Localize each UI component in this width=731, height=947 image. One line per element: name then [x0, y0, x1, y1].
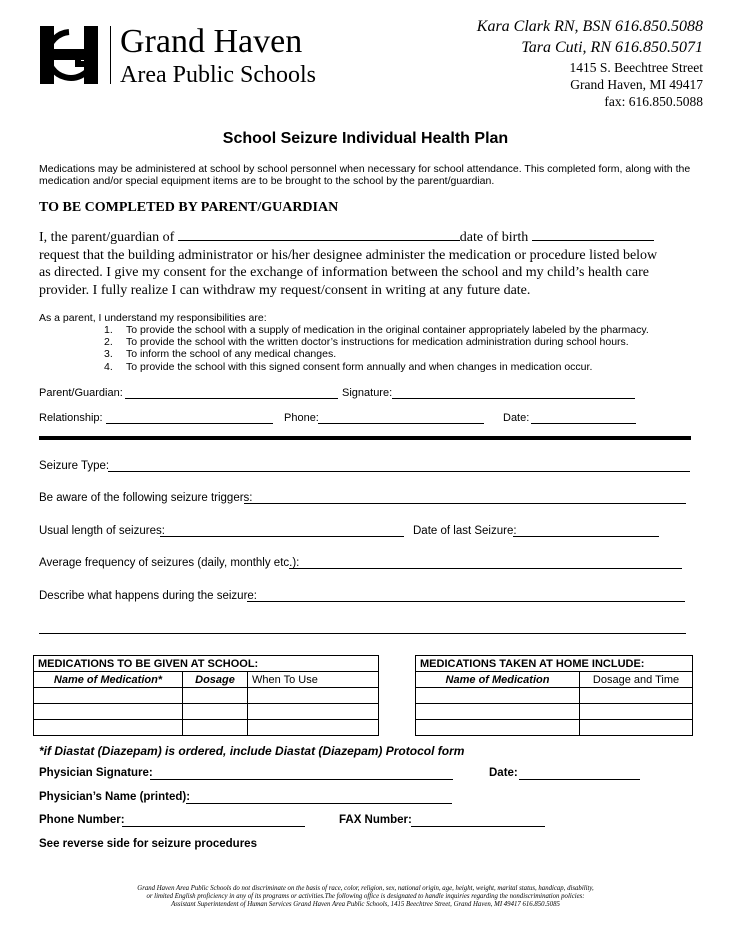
home-medications-caption: MEDICATIONS TAKEN AT HOME INCLUDE: — [416, 656, 693, 672]
table-cell[interactable] — [416, 688, 580, 704]
responsibility-item — [104, 324, 649, 337]
physician-date-field[interactable] — [519, 779, 640, 780]
physician-name-field[interactable] — [186, 803, 452, 804]
seizure-length-field[interactable] — [160, 536, 404, 537]
consent-line-1-b: date of birth — [459, 230, 529, 245]
table-cell[interactable] — [183, 704, 248, 720]
table-cell[interactable] — [34, 704, 183, 720]
col-name-of-medication: Name of Medication* — [34, 672, 183, 688]
seizure-type-field[interactable] — [108, 471, 690, 472]
seizure-describe-field[interactable] — [247, 601, 685, 602]
physician-date-label: Date: — [489, 767, 518, 779]
footer-line: Assistant Superintendent of Human Services Grand Haven Area Public Schools, 1415 Beechtree Street, Grand Haven, MI 49417 616.850.5085 — [171, 901, 560, 908]
col-when-to-use: When To Use — [248, 672, 379, 688]
col-dosage: Dosage — [183, 672, 248, 688]
responsibility-item — [104, 348, 336, 361]
contact-fax: fax: 616.850.5088 — [604, 94, 703, 109]
table-cell[interactable] — [580, 720, 693, 736]
table-row — [34, 720, 379, 736]
table-row — [416, 720, 693, 736]
table-cell[interactable] — [580, 688, 693, 704]
contact-nurse-1: Kara Clark RN, BSN 616.850.5088 — [476, 18, 703, 35]
diastat-note: *if Diastat (Diazepam) is ordered, include Diastat (Diazepam) Protocol form — [39, 744, 465, 758]
contact-nurse-2: Tara Cuti, RN 616.850.5071 — [521, 39, 703, 56]
reverse-side-note: See reverse side for seizure procedures — [39, 838, 257, 850]
home-medications-table — [415, 655, 693, 736]
footer-line: or limited English proficiency in any of its programs or activities.The following office is designated to handle inquiries regarding the nondiscrimination policies: — [146, 893, 585, 900]
intro-text: Medications may be administered at school by school personnel when necessary for school attendance. This completed form, along with the medication and/or special equipment items are to be brought to the school by the parent/guardian. — [39, 163, 691, 187]
responsibility-item — [104, 336, 629, 349]
parent-guardian-label: Parent/Guardian: — [39, 387, 123, 399]
section-heading: TO BE COMPLETED BY PARENT/GUARDIAN — [39, 200, 339, 215]
school-medications-table — [33, 655, 379, 736]
physician-phone-label: Phone Number: — [39, 814, 125, 826]
table-row — [416, 704, 693, 720]
consent-line-1-a: I, the parent/guardian of — [39, 230, 175, 245]
responsibility-text: To provide the school with this signed consent form annually and when changes in medication occur. — [126, 361, 593, 373]
district-name: Grand Haven — [120, 23, 303, 60]
signature-label: Signature: — [342, 387, 393, 399]
signature-field[interactable] — [392, 398, 635, 399]
physician-signature-field[interactable] — [150, 779, 453, 780]
school-medications-caption: MEDICATIONS TO BE GIVEN AT SCHOOL: — [34, 656, 379, 672]
seizure-triggers-label: Be aware of the following seizure triggers: — [39, 492, 253, 504]
last-seizure-field[interactable] — [513, 536, 659, 537]
child-name-field[interactable] — [178, 239, 460, 241]
seizure-frequency-label: Average frequency of seizures (daily, monthly etc.): — [39, 557, 300, 569]
date-label: Date: — [503, 412, 530, 424]
table-row — [416, 688, 693, 704]
responsibilities-intro: As a parent, I understand my responsibilities are: — [39, 312, 267, 324]
seizure-length-label: Usual length of seizures: — [39, 525, 165, 537]
responsibility-text: To inform the school of any medical changes. — [126, 348, 337, 360]
responsibility-number: 4. — [104, 361, 113, 373]
parent-guardian-field[interactable] — [125, 398, 338, 399]
phone-field[interactable] — [318, 423, 484, 424]
seizure-describe-label: Describe what happens during the seizure: — [39, 590, 257, 602]
physician-fax-field[interactable] — [411, 826, 545, 827]
table-cell[interactable] — [183, 720, 248, 736]
table-cell[interactable] — [248, 688, 379, 704]
table-cell[interactable] — [248, 720, 379, 736]
phone-label: Phone: — [284, 412, 319, 424]
footer-line: Grand Haven Area Public Schools do not discriminate on the basis of race, color, religion, sex, national origin, age, height, weight, marital status, handicap, disability, — [137, 885, 594, 892]
responsibility-item — [104, 361, 592, 374]
table-cell[interactable] — [183, 688, 248, 704]
table-cell[interactable] — [34, 720, 183, 736]
responsibility-number: 2. — [104, 336, 113, 348]
seizure-triggers-field[interactable] — [244, 503, 686, 504]
page-title: School Seizure Individual Health Plan — [222, 130, 509, 147]
consent-line-3: as directed. I give my consent for the exchange of information between the school and my child’s health care — [39, 265, 649, 280]
contact-city: Grand Haven, MI 49417 — [570, 77, 703, 92]
physician-signature-label: Physician Signature: — [39, 767, 153, 779]
consent-line-1 — [39, 229, 699, 247]
section-divider — [39, 436, 691, 440]
table-cell[interactable] — [416, 720, 580, 736]
date-field[interactable] — [531, 423, 636, 424]
seizure-type-label: Seizure Type: — [39, 460, 110, 472]
responsibility-number: 1. — [104, 324, 113, 336]
col-dosage-and-time: Dosage and Time — [580, 672, 693, 688]
table-cell[interactable] — [248, 704, 379, 720]
consent-line-2: request that the building administrator or his/her designee administer the medication or procedure listed below — [39, 248, 658, 263]
nondiscrimination-footer — [0, 885, 731, 909]
relationship-field[interactable] — [106, 423, 273, 424]
seizure-describe-field-line-2[interactable] — [39, 633, 686, 634]
contact-street: 1415 S. Beechtree Street — [569, 60, 703, 75]
table-row — [34, 704, 379, 720]
seizure-frequency-field[interactable] — [289, 568, 682, 569]
responsibility-number: 3. — [104, 348, 113, 360]
physician-fax-label: FAX Number: — [339, 814, 412, 826]
consent-line-4: provider. I fully realize I can withdraw my request/consent in writing at any future date. — [39, 283, 531, 298]
relationship-label: Relationship: — [39, 412, 103, 424]
gh-logo-icon — [38, 24, 100, 86]
table-cell[interactable] — [416, 704, 580, 720]
last-seizure-label: Date of last Seizure: — [413, 525, 517, 537]
physician-name-label: Physician’s Name (printed): — [39, 791, 191, 803]
logo-divider — [110, 26, 111, 84]
table-cell[interactable] — [580, 704, 693, 720]
responsibility-text: To provide the school with the written doctor’s instructions for medication administration during school hours. — [126, 336, 629, 348]
col-name-of-medication: Name of Medication — [416, 672, 580, 688]
date-of-birth-field[interactable] — [532, 239, 654, 241]
table-row — [34, 688, 379, 704]
district-subtitle: Area Public Schools — [120, 62, 316, 88]
responsibility-text: To provide the school with a supply of medication in the original container appropriately labeled by the pharmacy. — [126, 324, 649, 336]
table-cell[interactable] — [34, 688, 183, 704]
physician-phone-field[interactable] — [122, 826, 305, 827]
